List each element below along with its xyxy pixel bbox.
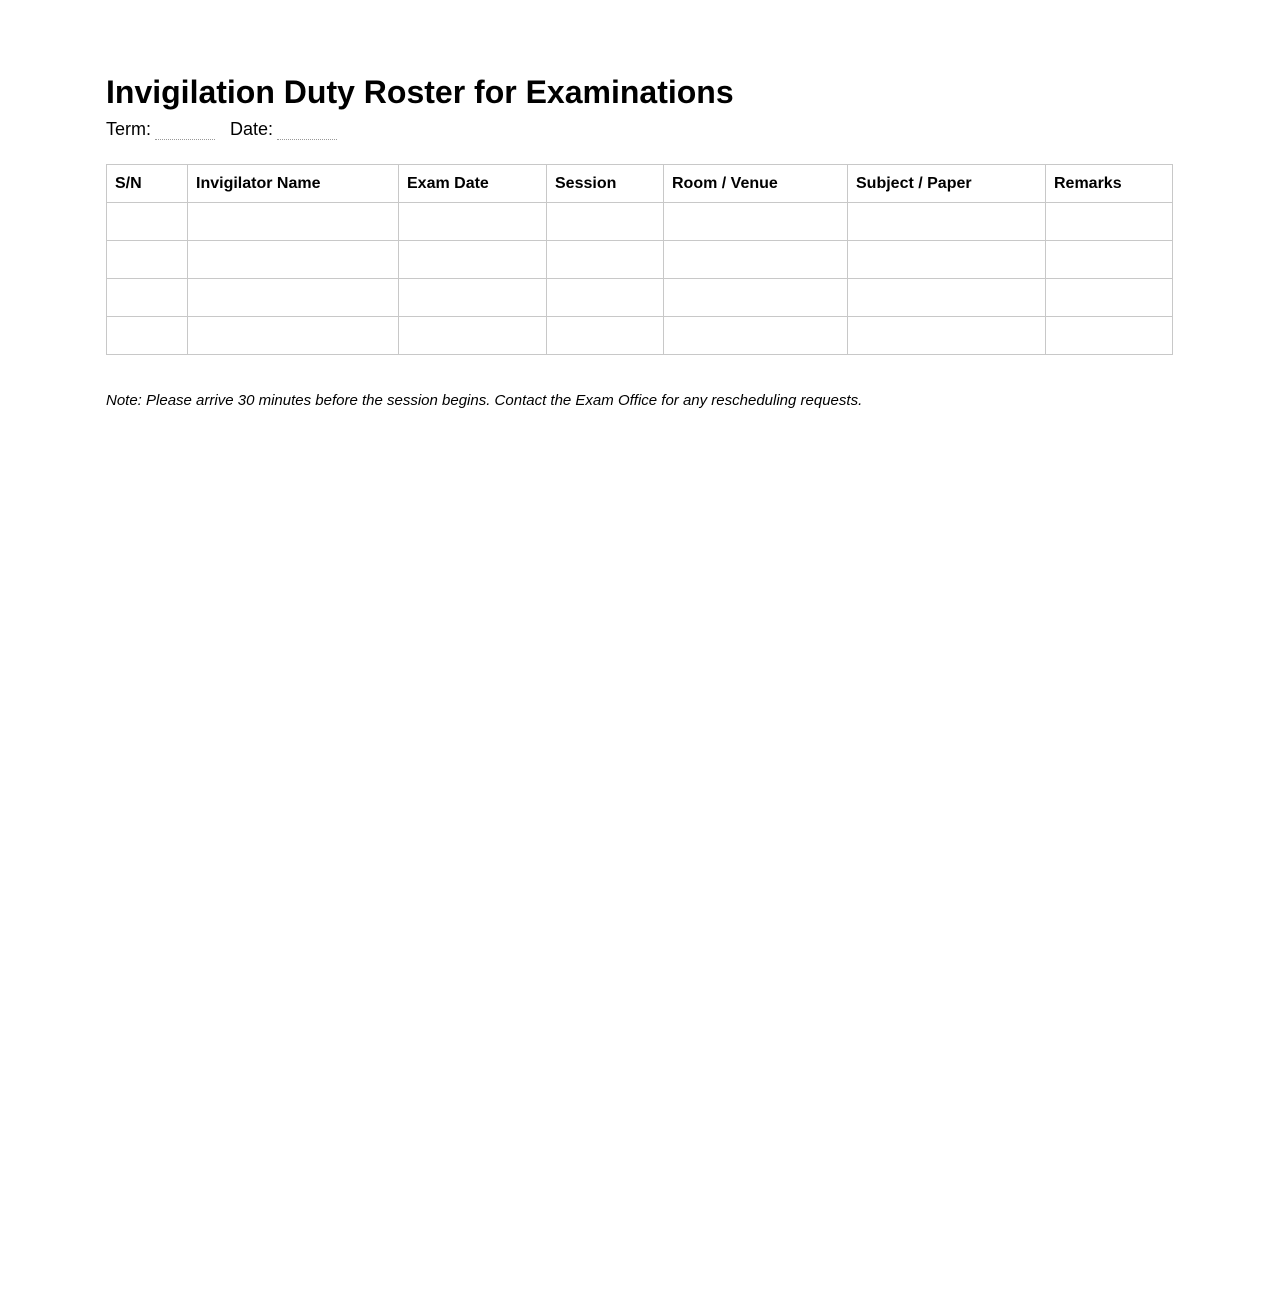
cell-exam-date[interactable] <box>399 241 547 279</box>
column-header-exam-date: Exam Date <box>399 165 547 203</box>
column-header-subject-paper: Subject / Paper <box>848 165 1046 203</box>
date-label: Date: <box>230 119 274 139</box>
cell-exam-date[interactable] <box>399 317 547 355</box>
footer-note: Note: Please arrive 30 minutes before the session begins. Contact the Exam Office for any rescheduling requests. <box>106 392 863 409</box>
cell-invigilator-name[interactable] <box>188 279 399 317</box>
column-header-session: Session <box>547 165 664 203</box>
cell-invigilator-name[interactable] <box>188 203 399 241</box>
cell-invigilator-name[interactable] <box>188 317 399 355</box>
cell-room-venue[interactable] <box>664 241 848 279</box>
cell-session[interactable] <box>547 317 664 355</box>
column-header-remarks: Remarks <box>1046 165 1173 203</box>
table-row <box>107 241 1173 279</box>
table-header-row <box>107 165 1173 203</box>
column-header-sn: S/N <box>107 165 188 203</box>
cell-subject-paper[interactable] <box>848 203 1046 241</box>
cell-sn[interactable] <box>107 317 188 355</box>
document-title: Invigilation Duty Roster for Examinations <box>106 74 734 110</box>
cell-session[interactable] <box>547 241 664 279</box>
cell-session[interactable] <box>547 203 664 241</box>
table-row <box>107 203 1173 241</box>
roster-table <box>106 164 1173 355</box>
table-row <box>107 279 1173 317</box>
meta-line <box>106 118 337 140</box>
column-header-invigilator-name: Invigilator Name <box>188 165 399 203</box>
cell-session[interactable] <box>547 279 664 317</box>
cell-subject-paper[interactable] <box>848 241 1046 279</box>
cell-remarks[interactable] <box>1046 203 1173 241</box>
cell-sn[interactable] <box>107 241 188 279</box>
cell-subject-paper[interactable] <box>848 279 1046 317</box>
cell-remarks[interactable] <box>1046 317 1173 355</box>
date-field[interactable] <box>277 119 337 140</box>
cell-sn[interactable] <box>107 203 188 241</box>
term-label: Term: <box>106 119 151 139</box>
cell-subject-paper[interactable] <box>848 317 1046 355</box>
cell-sn[interactable] <box>107 279 188 317</box>
cell-room-venue[interactable] <box>664 203 848 241</box>
term-field[interactable] <box>155 119 215 140</box>
cell-room-venue[interactable] <box>664 279 848 317</box>
cell-exam-date[interactable] <box>399 279 547 317</box>
cell-room-venue[interactable] <box>664 317 848 355</box>
table-row <box>107 317 1173 355</box>
column-header-room-venue: Room / Venue <box>664 165 848 203</box>
cell-invigilator-name[interactable] <box>188 241 399 279</box>
cell-remarks[interactable] <box>1046 279 1173 317</box>
cell-remarks[interactable] <box>1046 241 1173 279</box>
cell-exam-date[interactable] <box>399 203 547 241</box>
